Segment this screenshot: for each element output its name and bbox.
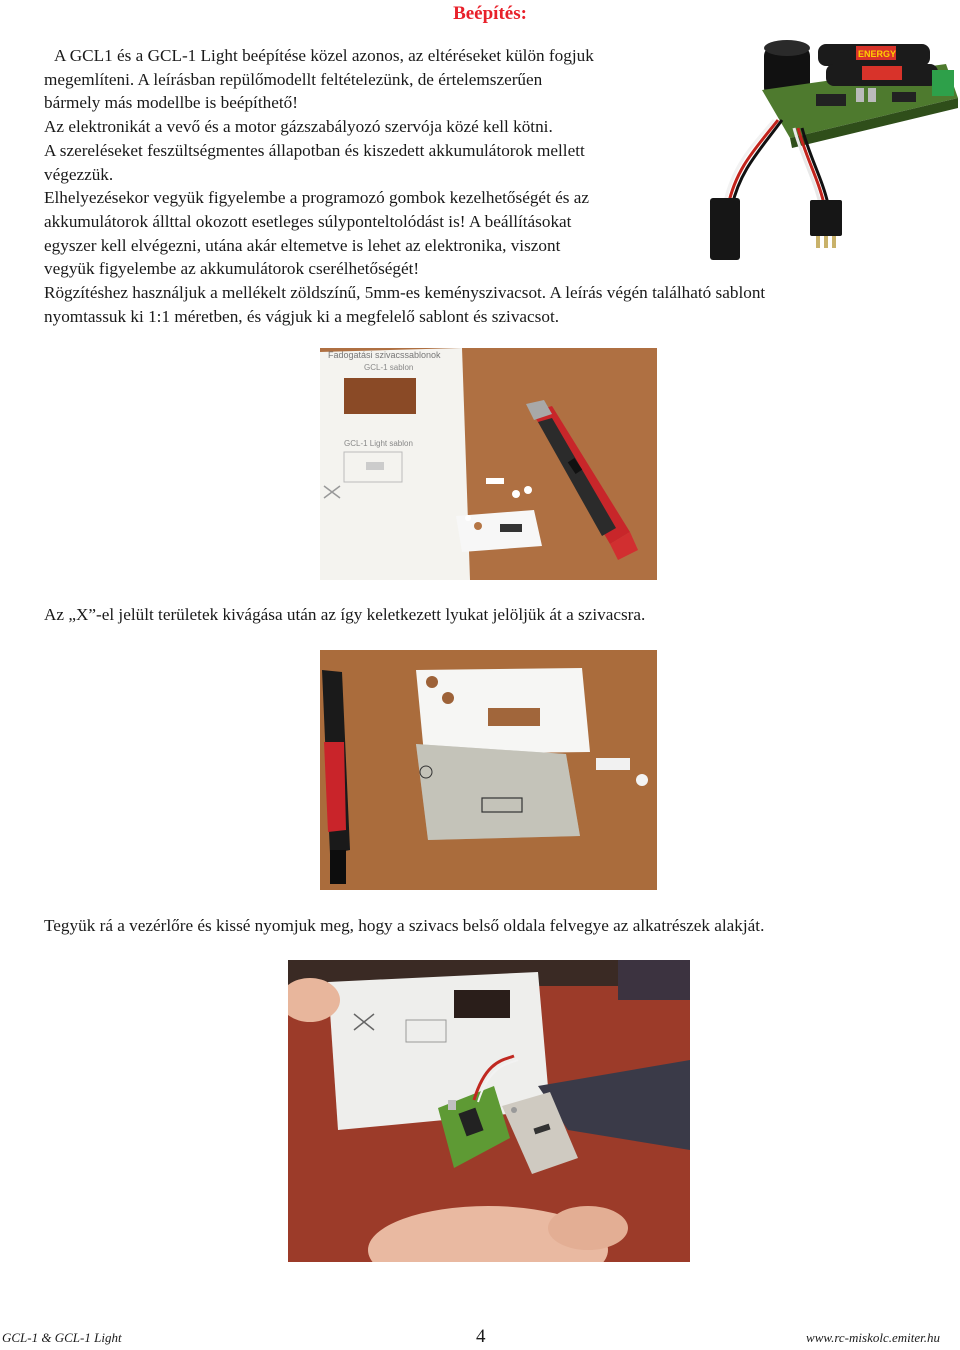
intro-line: egyszer kell elvégezni, utána akár eltemetve is lehet az elektronika, viszont: [44, 235, 561, 255]
sheet-title-text: Fadogatási szivacssablonok: [328, 350, 441, 360]
footer-product: GCL-1 & GCL-1 Light: [2, 1330, 122, 1345]
page-title: Beépítés:: [453, 3, 527, 24]
intro-line: Elhelyezésekor vegyük figyelembe a programozó gombok kezelhetőségét és az: [44, 188, 590, 208]
intro-line: vegyük figyelembe az akkumulátorok cserélhetőségét!: [44, 259, 420, 279]
caption-1: Az „X”-el jelült területek kivágása után az így keletkezett lyukat jelöljük át a szivacsra.: [44, 605, 646, 624]
intro-line: Rögzítéshez használjuk a mellékelt zöldszínű, 5mm-es keményszivacsot. A leírás végén található sablont: [44, 283, 766, 303]
gcl1-template-label: GCL-1 sablon: [364, 363, 414, 372]
intro-line: Az elektronikát a vevő és a motor gázszabályozó szervója közé kell kötni.: [44, 117, 553, 137]
foam-marking-photo: [320, 650, 657, 890]
footer-website: www.rc-miskolc.emiter.hu: [806, 1330, 940, 1345]
intro-line: A GCL1 és a GCL-1 Light beépítése közel azonos, az eltéréseket külön fogjuk: [54, 46, 594, 65]
caption-2: Tegyük rá a vezérlőre és kissé nyomjuk meg, hogy a szivacs belső oldala felvegye az alkatrészek alakját.: [44, 916, 765, 935]
intro-line: végezzük.: [44, 164, 114, 184]
intro-paragraph: [44, 44, 765, 328]
intro-line: megemlíteni. A leírásban repülőmodellt feltételezünk, de értelemszerűen: [44, 69, 543, 89]
intro-line: nyomtassuk ki 1:1 méretben, és vágjuk ki a megfelelő sablont és szivacsot.: [44, 306, 560, 326]
battery-label: ENERGY: [858, 49, 897, 59]
light-template-label: GCL-1 Light sablon: [344, 439, 413, 448]
servo-connector-2: [810, 200, 842, 236]
terminal-block: [932, 70, 954, 96]
template-cutter-photo: [320, 348, 657, 580]
intro-line: A szereléseket feszültségmentes állapotban és kiszedett akkumulátorok mellett: [44, 140, 585, 160]
intro-line: akkumulátorok állttal okozott esetleges súlyponteltolódást is! A beállításokat: [44, 211, 572, 231]
intro-line: bármely más modellbe is beépíthető!: [44, 93, 298, 113]
footer-page-number: 4: [476, 1326, 486, 1347]
gcl1-cutout: [344, 378, 416, 414]
pressing-foam-photo: [288, 960, 690, 1262]
